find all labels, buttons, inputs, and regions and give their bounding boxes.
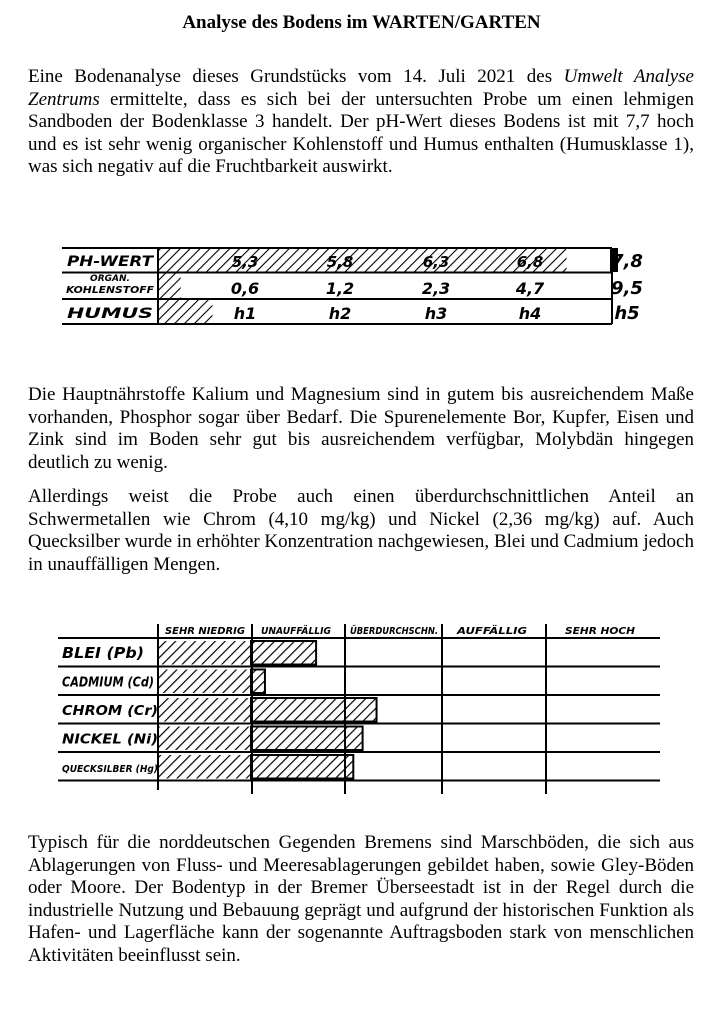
scale-label: h5 [614,303,640,324]
soil-bar-0 [158,248,567,272]
metal-bar-hatch [158,670,251,694]
metal-label: BLEI (Pb) [62,644,144,662]
metal-label: CHROM (Cr) [62,704,158,719]
metal-bar-hatch [158,641,251,665]
category-label: HUMUS [67,306,153,322]
scale-label: 2,3 [421,279,451,298]
scale-label: h4 [518,304,542,323]
nutrients-paragraph: Die Hauptnährstoffe Kalium und Magnesium sind in gutem bis ausreichendem Maße vorhanden, Phosphor sogar über Bedarf. Die Spurenelemente Bor, Kupfer, Eisen und Zink sind im Boden sehr gut bis ausreichendem verfügbar, Molybdän hingegen deutlich zu wenig. [28,384,694,473]
metal-bar-hatch [158,698,251,722]
metal-bar-extra [251,698,377,722]
category-label-part: ORGAN. [90,274,130,284]
scale-label: 1,2 [325,279,355,298]
column-label: AUFFÄLLIG [455,626,528,637]
soil-bar-2 [158,300,212,324]
intro-text-end: ermittelte, dass es sich bei der untersuchten Probe um einen lehmigen Sandboden der Bodenklasse 3 handelt. Der pH-Wert dieses Bodens ist mit 7,7 hoch und es ist sehr wenig organischer Kohlenstoff und Humus enthalten (Humusklasse 1), was sich negativ auf die Fruchtbarkeit auswirkt. [28,88,694,177]
scale-label: 6,8 [516,253,544,271]
metal-bar-hatch [158,727,251,751]
scale-label: 4,7 [515,279,545,298]
scale-label: 5,8 [326,253,354,271]
metal-label: NICKEL (Ni) [62,732,158,748]
heavy-metals-chart [0,618,723,796]
scale-label: 9,5 [611,278,643,299]
category-label: PH-WERT [67,254,155,270]
column-label: ÜBERDURCHSCHN. [350,626,438,637]
soil-bar-1 [158,273,181,298]
scale-label: 7,8 [611,251,643,272]
column-label: SEHR NIEDRIG [165,626,246,637]
soil-type-paragraph: Typisch für die norddeutschen Gegenden Bremens sind Marschböden, die sich aus Ablagerungen von Fluss- und Meeresablagerungen gebildet haben, sowie Gley-Böden oder Moore. Der Bodentyp in der Bremer Überseestadt ist in der Regel durch die industrielle Nutzung und Bebauung geprägt und aufgrund der historischen Funktion als Hafen- und Lagerfläche kann der sogenannte Auftragsboden stark von menschlichen Aktivitäten beeinflusst sein. [28,832,694,966]
page-title: Analyse des Bodens im WARTEN/GARTEN [182,12,541,33]
soil-properties-chart [0,240,723,335]
lab-name: Umwelt Analyse Zentrums [28,66,694,110]
metal-label: CADMIUM (Cd) [62,675,154,691]
scale-label: h1 [233,304,257,323]
scale-label: h2 [328,304,352,323]
column-label: SEHR HOCH [565,626,636,637]
column-label: UNAUFFÄLLIG [261,626,332,637]
metal-bar-hatch [158,755,251,779]
category-label-part: KOHLENSTOFF [66,285,155,296]
metal-bar-extra [251,670,265,694]
scale-label: 0,6 [230,279,260,298]
metal-label: QUECKSILBER (Hg) [62,764,158,775]
scale-label: h3 [424,304,448,323]
intro-paragraph [28,66,694,179]
metal-bar-extra [251,755,353,779]
scale-label: 6,3 [422,253,450,271]
scale-label: 5,3 [231,253,259,271]
metal-bar-extra [251,641,316,665]
heavy-metals-paragraph: Allerdings weist die Probe auch einen überdurchschnittlichen Anteil an Schwermetallen wie Chrom (4,10 mg/kg) und Nickel (2,36 mg/kg) auf. Auch Quecksilber wurde in erhöhter Konzentration nachgewiesen, Blei und Cadmium jedoch in unauffälligen Mengen. [28,486,694,575]
intro-text-start: Eine Bodenanalyse dieses Grundstücks vom 14. Juli 2021 des [28,66,564,87]
